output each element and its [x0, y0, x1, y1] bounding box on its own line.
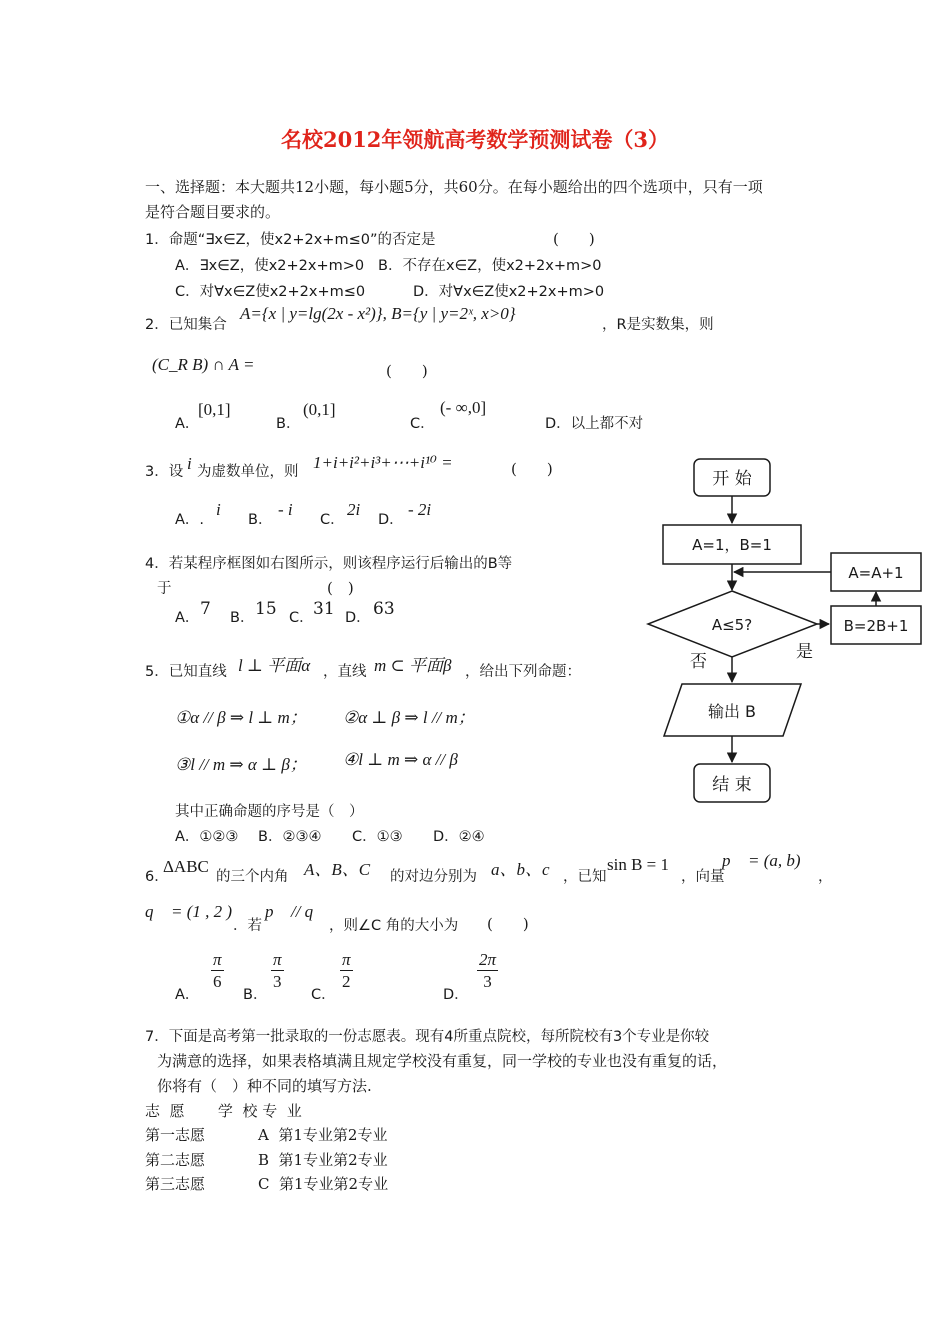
- q6-comma: ，: [818, 869, 833, 885]
- q6-text-angles-intro: 的三个内角: [216, 869, 289, 885]
- q4-option-c: 31: [313, 599, 335, 619]
- q6-option-d-denominator: 3: [483, 972, 492, 991]
- q1-stem: 1．命题“∃x∈Z，使x2+2x+m≤0”的否定是: [145, 232, 436, 248]
- q6-option-c-label: C．: [311, 987, 336, 1003]
- q7-line1: 7．下面是高考第一批录取的一份志愿表。现有4所重点院校，每所院校有3个专业是你较: [145, 1029, 710, 1045]
- q6-text-angle-question: ，则∠C 角的大小为: [329, 918, 459, 934]
- q2-option-d: D．以上都不对: [545, 416, 644, 432]
- q1-paren: ( ): [553, 230, 595, 248]
- q6-option-a-label: A．: [175, 987, 200, 1003]
- q5-stem-middle: ，直线: [323, 664, 367, 680]
- q6-option-c-fraction: [340, 949, 353, 992]
- q2-paren: ( ): [386, 362, 428, 380]
- q6-option-d-fraction: [477, 949, 498, 992]
- q3-stem-variable: i: [187, 454, 192, 473]
- q3-paren: ( ): [511, 460, 553, 478]
- q6-vector-p: p⃗ = (a, b): [722, 851, 801, 870]
- q6-text-if: ．若: [233, 918, 262, 934]
- q5-proposition-3: ③l // m ⇒ α ⊥ β；: [175, 755, 307, 774]
- q3-option-d-label: D．: [378, 512, 404, 528]
- q5-stem-suffix: ，给出下列命题：: [465, 664, 581, 680]
- q3-option-c-label: C．: [320, 512, 345, 528]
- q2-option-c: (- ∞,0]: [440, 398, 487, 417]
- table-row-2-content: B 第1专业第2专业: [258, 1151, 388, 1169]
- q6-option-b-fraction: [271, 949, 284, 992]
- page-title: 名校2012年领航高考数学预测试卷（3）: [280, 127, 670, 152]
- q2-option-a: [0,1]: [198, 400, 231, 419]
- q5-question: 其中正确命题的序号是（ ）: [175, 804, 364, 820]
- q6-option-a-fraction: [211, 949, 224, 992]
- q2-stem-prefix: 2．已知集合: [145, 317, 227, 333]
- q3-stem-middle: 为虚数单位，则: [197, 464, 299, 480]
- flow-end-text: 结 束: [712, 775, 752, 795]
- q5-option-c: C．①③: [352, 829, 403, 845]
- q4-option-d: 63: [373, 599, 395, 619]
- q6-sin-condition: sin B = 1: [607, 855, 670, 874]
- q3-stem-expression: 1+i+i²+i³+⋯+i¹⁰ =: [313, 453, 453, 472]
- q3-option-a-label: A．.: [175, 512, 205, 528]
- q1-option-b: B．不存在x∈Z，使x2+2x+m>0: [378, 258, 602, 274]
- q3-option-b: - i: [278, 500, 293, 519]
- q5-option-b: B．②③④: [258, 829, 322, 845]
- q6-text-known: ，已知: [563, 869, 607, 885]
- q6-parallel-condition: p⃗ // q⃗: [265, 902, 327, 921]
- q6-triangle: ΔABC: [163, 857, 209, 876]
- q3-stem-prefix: 3．设: [145, 464, 184, 480]
- q3-option-b-label: B．: [248, 512, 273, 528]
- q6-text-vector: ，向量: [681, 869, 725, 885]
- q4-option-a-label: A．: [175, 610, 200, 626]
- q4-option-b-label: B．: [230, 610, 255, 626]
- q3-option-d: - 2i: [408, 500, 432, 519]
- q4-option-b: 15: [255, 599, 277, 619]
- flow-no-label: 否: [690, 652, 707, 672]
- table-row-1-content: A 第1专业第2专业: [258, 1126, 388, 1144]
- q7-line2: 为满意的选择，如果表格填满且规定学校没有重复，同一学校的专业也没有重复的话，: [157, 1052, 728, 1070]
- q6-option-d-numerator: 2π: [479, 950, 497, 969]
- q4-paren: ( ): [327, 579, 354, 597]
- q6-option-b-denominator: 3: [273, 972, 282, 991]
- q6-option-a-denominator: 6: [213, 972, 222, 991]
- q3-option-c: 2i: [347, 500, 361, 519]
- q4-option-d-label: D．: [345, 610, 371, 626]
- table-row-3-content: C 第1专业第2专业: [258, 1175, 389, 1193]
- q5-proposition-2: ②α ⊥ β ⇒ l // m；: [343, 708, 475, 727]
- flow-condition-text: A≤5?: [711, 616, 753, 634]
- flow-start-text: 开 始: [712, 469, 752, 489]
- q2-option-b: (0,1]: [303, 400, 336, 419]
- q4-option-c-label: C．: [289, 610, 314, 626]
- table-row-1-name: 第一志愿: [145, 1126, 206, 1144]
- q6-paren: ( ): [487, 915, 529, 933]
- q4-stem-line2: 于: [157, 581, 172, 597]
- table-row-2-name: 第二志愿: [145, 1151, 206, 1169]
- q1-option-c: C．对∀x∈Z使x2+2x+m≤0: [175, 284, 366, 300]
- q2-set-expression: A={x | y=lg(2x - x²)}, B={y | y=2ˣ, x>0}: [240, 304, 516, 323]
- q6-number: 6．: [145, 869, 169, 885]
- q1-option-d: D．对∀x∈Z使x2+2x+m>0: [413, 284, 605, 300]
- section-heading-line1: 一、选择题：本大题共12小题，每小题5分，共60分。在每小题给出的四个选项中，只有一项: [145, 178, 763, 196]
- q2-option-b-label: B．: [276, 416, 301, 432]
- q4-option-a: 7: [200, 599, 211, 619]
- q6-option-b-label: B．: [243, 987, 268, 1003]
- q7-line3: 你将有（ ）种不同的填写方法.: [157, 1077, 372, 1095]
- q6-option-a-numerator: π: [213, 950, 222, 969]
- q6-text-sides-intro: 的对边分别为: [390, 869, 477, 885]
- q2-option-a-label: A．: [175, 416, 200, 432]
- flow-step-b-text: B=2B+1: [843, 617, 909, 635]
- q4-stem-line1: 4．若某程序框图如右图所示，则该程序运行后输出的B等: [145, 556, 513, 572]
- q5-stem-line-plane-2: m ⊂ 平面β: [374, 656, 452, 675]
- flow-yes-label: 是: [796, 642, 813, 662]
- q6-option-c-denominator: 2: [342, 972, 351, 991]
- q3-option-a: i: [216, 500, 221, 519]
- q2-option-c-label: C．: [410, 416, 435, 432]
- q6-option-c-numerator: π: [342, 950, 351, 969]
- table-header: 志 愿 学 校 专 业: [145, 1102, 302, 1120]
- q5-option-a: A．①②③: [175, 829, 239, 845]
- q2-expression: (C_R B) ∩ A =: [152, 355, 255, 374]
- q5-option-d: D．②④: [433, 829, 485, 845]
- section-heading-line2: 是符合题目要求的。: [145, 203, 281, 221]
- program-flowchart: [640, 450, 940, 810]
- q5-stem-line-plane-1: l ⊥ 平面α: [238, 656, 311, 675]
- q6-option-b-numerator: π: [273, 950, 282, 969]
- table-row-3-name: 第三志愿: [145, 1175, 206, 1193]
- q5-proposition-1: ①α // β ⇒ l ⊥ m；: [175, 708, 307, 727]
- flow-step-a-text: A=A+1: [848, 564, 904, 582]
- flow-init-text: A=1，B=1: [692, 536, 772, 554]
- q1-option-a: A．∃x∈Z，使x2+2x+m>0: [175, 258, 365, 274]
- q5-proposition-4: ④l ⊥ m ⇒ α // β: [343, 750, 458, 769]
- flow-output-text: 输出 B: [707, 702, 757, 721]
- q6-option-d-label: D．: [443, 987, 469, 1003]
- q6-sides: a、b、c: [491, 860, 550, 879]
- q5-stem-prefix: 5．已知直线: [145, 664, 227, 680]
- q6-vector-q: q⃗ = (1 , 2 ): [145, 902, 233, 921]
- q2-stem-suffix: ，R是实数集，则: [602, 317, 714, 333]
- q6-angles: A、B、C: [304, 860, 371, 879]
